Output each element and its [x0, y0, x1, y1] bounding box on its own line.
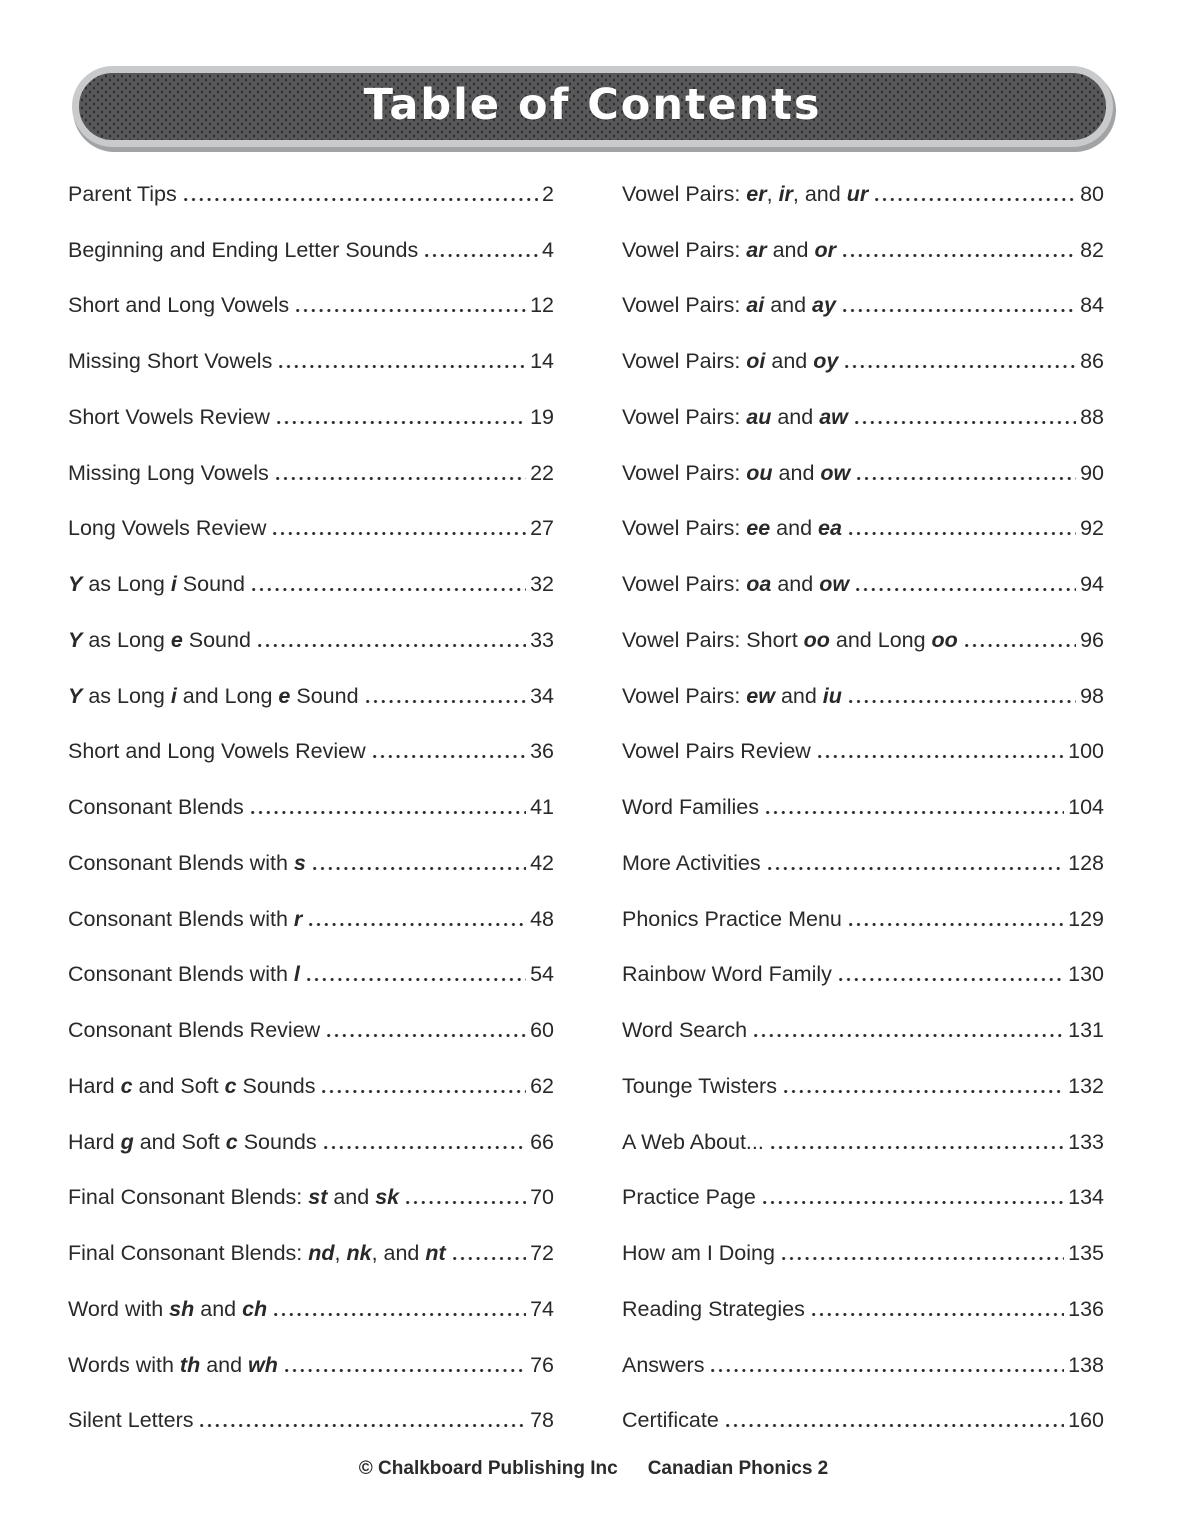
toc-entry-title: Short and Long Vowels [68, 293, 290, 318]
dot-leader [843, 309, 1076, 312]
toc-entry-title: Consonant Blends with l [68, 962, 300, 987]
toc-entry-title: Missing Short Vowels [68, 349, 273, 374]
toc-entry [68, 1323, 554, 1379]
toc-entry-page: 22 [530, 460, 554, 485]
dot-leader [857, 477, 1076, 480]
toc-entry-title: Word Search [622, 1018, 748, 1043]
toc-entry-page: 36 [530, 739, 554, 764]
footer-copyright: © Chalkboard Publishing Inc [358, 1458, 618, 1479]
toc-entry [622, 1379, 1104, 1435]
toc-entry-page: 86 [1080, 349, 1104, 374]
dot-leader [373, 755, 526, 758]
toc-entry-page: 32 [530, 572, 554, 597]
dot-leader [313, 867, 526, 870]
toc-entry-title: Tounge Twisters [622, 1073, 777, 1098]
toc-entry [68, 988, 554, 1044]
toc-entry-page: 92 [1080, 516, 1104, 541]
toc-entry-page: 90 [1080, 460, 1104, 485]
toc-entry-page: 131 [1068, 1018, 1104, 1043]
toc-entry-page: 19 [530, 404, 554, 429]
toc-entry-page: 66 [530, 1129, 554, 1154]
dot-leader [818, 755, 1064, 758]
toc-entry-title: Consonant Blends with s [68, 850, 306, 875]
toc-entry-title: Words with th and wh [68, 1352, 278, 1377]
dot-leader [276, 477, 526, 480]
dot-leader [726, 1424, 1064, 1427]
toc-entry [68, 654, 554, 710]
dot-leader [274, 1313, 526, 1316]
toc-entry [68, 487, 554, 543]
toc-entry-title: Missing Long Vowels [68, 460, 269, 485]
toc-entry-page: 94 [1080, 572, 1104, 597]
dot-leader [252, 588, 526, 591]
toc-entry-page: 84 [1080, 293, 1104, 318]
toc-entry-page: 76 [530, 1352, 554, 1377]
dot-leader [784, 1090, 1064, 1093]
dot-leader [425, 254, 538, 257]
toc-column-left [68, 152, 554, 1434]
page-title-banner [72, 66, 1113, 147]
toc-entry-title: More Activities [622, 850, 761, 875]
toc-entry-page: 135 [1068, 1241, 1104, 1266]
dot-leader [258, 644, 526, 647]
dot-leader [845, 365, 1076, 368]
toc-entry-page: 48 [530, 906, 554, 931]
toc-entry-title: How am I Doing [622, 1241, 775, 1266]
toc-entry [622, 710, 1104, 766]
toc-entry-page: 42 [530, 850, 554, 875]
toc-entry-page: 54 [530, 962, 554, 987]
dot-leader [711, 1369, 1064, 1372]
toc-entry [622, 933, 1104, 989]
footer [0, 1458, 1187, 1480]
toc-entry [622, 988, 1104, 1044]
toc-entry [622, 319, 1104, 375]
toc-entry-title: A Web About... [622, 1129, 764, 1154]
toc-entry-title: Phonics Practice Menu [622, 906, 842, 931]
dot-leader [849, 700, 1076, 703]
toc-entry-title: Final Consonant Blends: nd, nk, and nt [68, 1241, 446, 1266]
toc-entry [68, 1044, 554, 1100]
toc-entry [68, 1100, 554, 1156]
toc-entry-title: Vowel Pairs: er, ir, and ur [622, 181, 869, 206]
toc-entry [68, 710, 554, 766]
toc-entry-title: Consonant Blends Review [68, 1018, 321, 1043]
dot-leader [782, 1257, 1064, 1260]
dot-leader [322, 1090, 526, 1093]
toc-entry-page: 96 [1080, 627, 1104, 652]
toc-entry-title: Hard g and Soft c Sounds [68, 1129, 317, 1154]
toc-entry-page: 138 [1068, 1352, 1104, 1377]
toc-entry-page: 80 [1080, 181, 1104, 206]
dot-leader [184, 198, 538, 201]
toc-entry-page: 2 [542, 181, 554, 206]
dot-leader [324, 1146, 526, 1149]
toc-entry-page: 129 [1068, 906, 1104, 931]
toc-entry-page: 82 [1080, 237, 1104, 262]
dot-leader [849, 923, 1064, 926]
toc-entry-title: Vowel Pairs: ai and ay [622, 293, 836, 318]
toc-entry-title: Certificate [622, 1408, 719, 1433]
toc-entry-page: 130 [1068, 962, 1104, 987]
dot-leader [279, 365, 526, 368]
toc-entry-page: 74 [530, 1296, 554, 1321]
toc-entry [68, 1156, 554, 1212]
toc-entry-title: Vowel Pairs: oa and ow [622, 572, 850, 597]
toc-entry-title: Vowel Pairs: ou and ow [622, 460, 851, 485]
dot-leader [277, 421, 526, 424]
dot-leader [768, 867, 1065, 870]
toc-entry [68, 264, 554, 320]
dot-leader [754, 1034, 1064, 1037]
toc-entry [622, 654, 1104, 710]
dot-leader [366, 700, 527, 703]
toc-entry-page: 14 [530, 349, 554, 374]
dot-leader [200, 1424, 526, 1427]
dot-leader [766, 811, 1064, 814]
toc-entry [622, 598, 1104, 654]
toc-entry-title: Vowel Pairs: ew and iu [622, 683, 842, 708]
toc-entry [622, 1323, 1104, 1379]
toc-entry [68, 877, 554, 933]
toc-entry [68, 598, 554, 654]
toc-entry [68, 1379, 554, 1435]
toc-entry [68, 431, 554, 487]
toc-entry [68, 1267, 554, 1323]
toc-entry [622, 542, 1104, 598]
toc-entry-title: Word Families [622, 795, 759, 820]
dot-leader [285, 1369, 526, 1372]
toc-column-right [622, 152, 1104, 1434]
toc-entry [622, 1044, 1104, 1100]
dot-leader [327, 1034, 526, 1037]
toc-entry [68, 821, 554, 877]
toc-entry-page: 27 [530, 516, 554, 541]
toc-entry-title: Final Consonant Blends: st and sk [68, 1185, 400, 1210]
toc-entry-title: Short Vowels Review [68, 404, 270, 429]
dot-leader [839, 978, 1064, 981]
toc-entry [622, 1100, 1104, 1156]
toc-entry-page: 132 [1068, 1073, 1104, 1098]
toc-entry [68, 319, 554, 375]
toc-entry-page: 160 [1068, 1408, 1104, 1433]
toc-entry-title: Vowel Pairs Review [622, 739, 811, 764]
toc-entry [622, 152, 1104, 208]
toc-entry [68, 375, 554, 431]
toc-entry [68, 152, 554, 208]
toc-entry-title: Vowel Pairs: oi and oy [622, 349, 839, 374]
dot-leader [843, 254, 1076, 257]
toc-entry-page: 78 [530, 1408, 554, 1433]
toc-entry [622, 765, 1104, 821]
dot-leader [273, 532, 526, 535]
toc-entry-title: Reading Strategies [622, 1296, 805, 1321]
toc-entry-page: 62 [530, 1073, 554, 1098]
dot-leader [856, 588, 1076, 591]
toc-entry-page: 104 [1068, 795, 1104, 820]
dot-leader [849, 532, 1076, 535]
toc-entry-page: 12 [530, 293, 554, 318]
toc-entry [622, 1211, 1104, 1267]
toc-entry-title: Short and Long Vowels Review [68, 739, 366, 764]
toc-entry-title: Parent Tips [68, 181, 177, 206]
toc-entry-page: 60 [530, 1018, 554, 1043]
toc-entry [622, 208, 1104, 264]
toc-entry-title: Beginning and Ending Letter Sounds [68, 237, 419, 262]
toc-entry [622, 431, 1104, 487]
toc-entry-title: Rainbow Word Family [622, 962, 832, 987]
dot-leader [812, 1313, 1064, 1316]
toc-entry-title: Vowel Pairs: ee and ea [622, 516, 842, 541]
toc-entry-title: Consonant Blends with r [68, 906, 303, 931]
dot-leader [875, 198, 1076, 201]
toc-entry-title: Answers [622, 1352, 705, 1377]
toc-entry [68, 765, 554, 821]
toc-entry-page: 100 [1068, 739, 1104, 764]
toc-entry-page: 34 [530, 683, 554, 708]
toc-entry-title: Y as Long i Sound [68, 572, 245, 597]
toc-entry-page: 134 [1068, 1185, 1104, 1210]
toc-entry-page: 133 [1068, 1129, 1104, 1154]
dot-leader [296, 309, 526, 312]
toc-entry [622, 264, 1104, 320]
dot-leader [453, 1257, 526, 1260]
toc-entry-page: 33 [530, 627, 554, 652]
toc-entry-title: Word with sh and ch [68, 1296, 268, 1321]
toc-entry [68, 542, 554, 598]
toc-entry-title: Practice Page [622, 1185, 756, 1210]
toc-entry-page: 98 [1080, 683, 1104, 708]
dot-leader [251, 811, 526, 814]
toc-entry-title: Vowel Pairs: Short oo and Long oo [622, 627, 958, 652]
toc-entry-title: Vowel Pairs: au and aw [622, 404, 848, 429]
dot-leader [965, 644, 1076, 647]
toc-entry-page: 88 [1080, 404, 1104, 429]
toc-entry [622, 375, 1104, 431]
toc-entry [68, 933, 554, 989]
toc-entry-title: Vowel Pairs: ar and or [622, 237, 836, 262]
toc-entry [622, 821, 1104, 877]
toc-entry-page: 4 [542, 237, 554, 262]
toc-entry [68, 1211, 554, 1267]
toc-entry-title: Y as Long e Sound [68, 627, 251, 652]
dot-leader [771, 1146, 1064, 1149]
dot-leader [855, 421, 1076, 424]
toc-entry-page: 136 [1068, 1296, 1104, 1321]
dot-leader [763, 1201, 1064, 1204]
footer-book-title: Canadian Phonics 2 [647, 1458, 829, 1479]
toc-entry-page: 128 [1068, 850, 1104, 875]
dot-leader [309, 923, 526, 926]
toc-entry [622, 1156, 1104, 1212]
toc-entry [68, 208, 554, 264]
toc-entry [622, 877, 1104, 933]
toc-entry-title: Hard c and Soft c Sounds [68, 1073, 316, 1098]
toc-entry-page: 41 [530, 795, 554, 820]
toc-entry-title: Long Vowels Review [68, 516, 267, 541]
dot-leader [307, 978, 526, 981]
toc-entry [622, 1267, 1104, 1323]
dot-leader [406, 1201, 526, 1204]
toc-entry-title: Silent Letters [68, 1408, 194, 1433]
toc-entry-page: 72 [530, 1241, 554, 1266]
toc-entry-page: 70 [530, 1185, 554, 1210]
toc-entry-title: Y as Long i and Long e Sound [68, 683, 359, 708]
toc-entry-title: Consonant Blends [68, 795, 244, 820]
page-title: Table of Contents [363, 79, 822, 130]
toc-entry [622, 487, 1104, 543]
